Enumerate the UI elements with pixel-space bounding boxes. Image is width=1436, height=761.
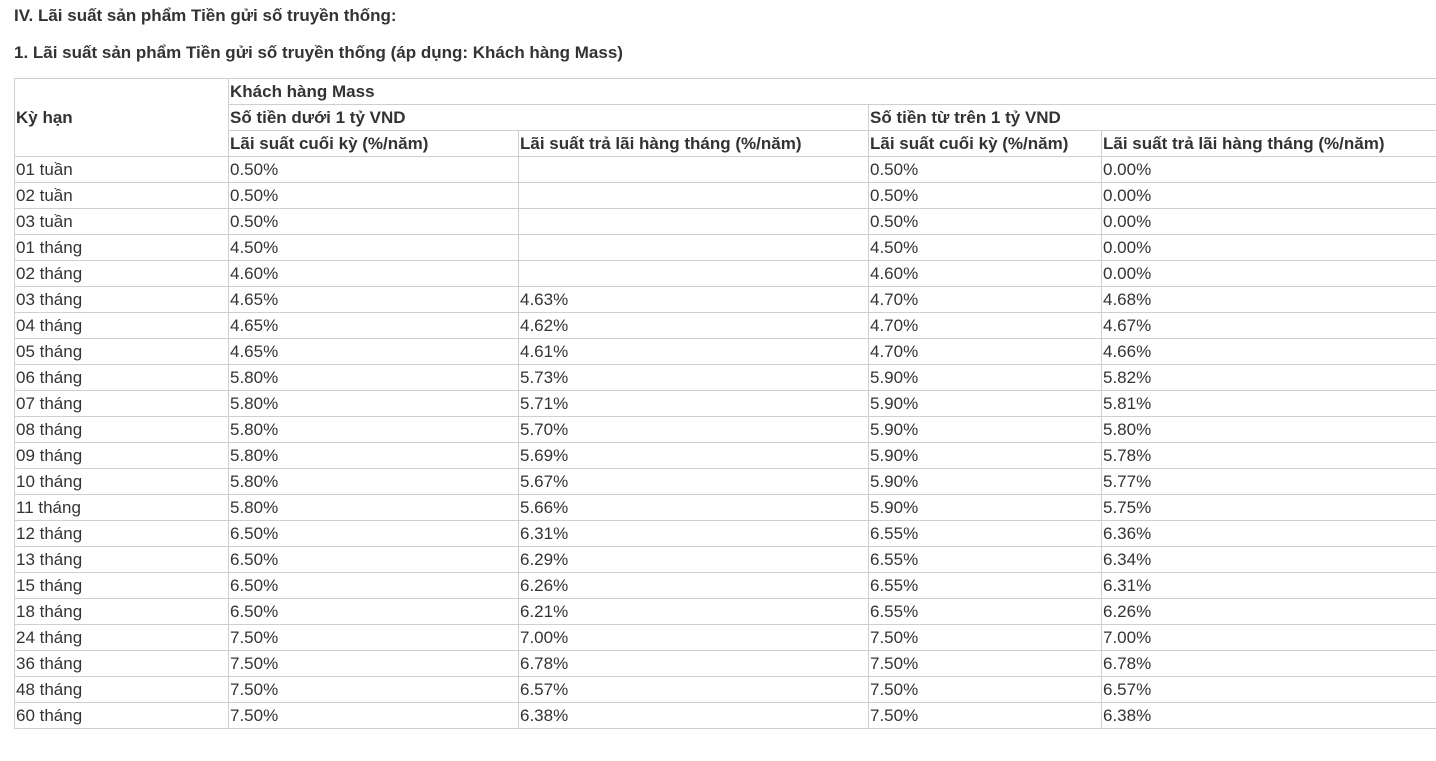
table-row xyxy=(15,547,1436,573)
term-cell: 60 tháng xyxy=(15,703,229,729)
over-monthly-rate-cell: 5.81% xyxy=(1102,391,1436,417)
under-end-term-rate-cell: 0.50% xyxy=(229,209,519,235)
term-cell: 03 tháng xyxy=(15,287,229,313)
under-monthly-rate-cell: 6.29% xyxy=(519,547,869,573)
under-end-term-rate-cell: 4.65% xyxy=(229,339,519,365)
under-end-term-rate-cell: 0.50% xyxy=(229,157,519,183)
over-end-term-rate-cell: 6.55% xyxy=(869,599,1102,625)
under-monthly-rate-cell: 6.21% xyxy=(519,599,869,625)
term-cell: 04 tháng xyxy=(15,313,229,339)
over-end-term-rate-cell: 7.50% xyxy=(869,677,1102,703)
over-monthly-rate-cell: 0.00% xyxy=(1102,157,1436,183)
under-monthly-rate-cell: 6.26% xyxy=(519,573,869,599)
over-monthly-rate-cell: 6.78% xyxy=(1102,651,1436,677)
under-end-term-rate-cell: 4.65% xyxy=(229,313,519,339)
term-cell: 02 tuần xyxy=(15,183,229,209)
under-monthly-rate-cell: 4.62% xyxy=(519,313,869,339)
under-monthly-rate-cell xyxy=(519,261,869,287)
over-monthly-rate-cell: 5.82% xyxy=(1102,365,1436,391)
term-cell: 01 tuần xyxy=(15,157,229,183)
under-end-term-rate-cell: 6.50% xyxy=(229,547,519,573)
over-end-term-rate-cell: 6.55% xyxy=(869,521,1102,547)
over-monthly-rate-cell: 0.00% xyxy=(1102,235,1436,261)
table-row xyxy=(15,209,1436,235)
under-end-term-rate-cell: 6.50% xyxy=(229,599,519,625)
table-row xyxy=(15,651,1436,677)
term-cell: 48 tháng xyxy=(15,677,229,703)
table-row xyxy=(15,313,1436,339)
table-row xyxy=(15,391,1436,417)
table-row xyxy=(15,365,1436,391)
under-end-term-rate-cell: 5.80% xyxy=(229,391,519,417)
under-monthly-rate-cell: 6.57% xyxy=(519,677,869,703)
under-monthly-rate-cell: 7.00% xyxy=(519,625,869,651)
table-row xyxy=(15,703,1436,729)
over-end-term-rate-cell: 4.60% xyxy=(869,261,1102,287)
over-end-term-rate-cell: 5.90% xyxy=(869,443,1102,469)
under-end-term-rate-cell: 5.80% xyxy=(229,365,519,391)
over-end-term-rate-cell: 0.50% xyxy=(869,157,1102,183)
table-row xyxy=(15,261,1436,287)
under-monthly-rate-cell: 6.38% xyxy=(519,703,869,729)
over-end-term-header: Lãi suất cuối kỳ (%/năm) xyxy=(869,131,1102,157)
under-end-term-rate-cell: 7.50% xyxy=(229,651,519,677)
table-row xyxy=(15,183,1436,209)
term-cell: 10 tháng xyxy=(15,469,229,495)
over-end-term-rate-cell: 4.70% xyxy=(869,313,1102,339)
term-cell: 13 tháng xyxy=(15,547,229,573)
customer-group-header: Khách hàng Mass xyxy=(229,79,1436,105)
under-monthly-rate-cell: 6.78% xyxy=(519,651,869,677)
over-monthly-rate-cell: 5.77% xyxy=(1102,469,1436,495)
under-end-term-rate-cell: 7.50% xyxy=(229,677,519,703)
under-end-term-rate-cell: 5.80% xyxy=(229,469,519,495)
under-monthly-header: Lãi suất trả lãi hàng tháng (%/năm) xyxy=(519,131,869,157)
over-monthly-rate-cell: 5.75% xyxy=(1102,495,1436,521)
over-monthly-rate-cell: 5.80% xyxy=(1102,417,1436,443)
under-end-term-rate-cell: 5.80% xyxy=(229,443,519,469)
header-row-customer-group xyxy=(15,79,1436,105)
over-monthly-rate-cell: 4.67% xyxy=(1102,313,1436,339)
table-row xyxy=(15,677,1436,703)
under-monthly-rate-cell xyxy=(519,157,869,183)
interest-rate-table-body xyxy=(15,79,1436,729)
under-end-term-rate-cell: 7.50% xyxy=(229,703,519,729)
over-monthly-header: Lãi suất trả lãi hàng tháng (%/năm) xyxy=(1102,131,1436,157)
over-monthly-rate-cell: 6.34% xyxy=(1102,547,1436,573)
header-row-rate-type xyxy=(15,131,1436,157)
over-end-term-rate-cell: 4.70% xyxy=(869,339,1102,365)
over-monthly-rate-cell: 7.00% xyxy=(1102,625,1436,651)
table-row xyxy=(15,417,1436,443)
table-row xyxy=(15,469,1436,495)
table-row xyxy=(15,287,1436,313)
under-monthly-rate-cell xyxy=(519,209,869,235)
term-cell: 08 tháng xyxy=(15,417,229,443)
over-end-term-rate-cell: 5.90% xyxy=(869,417,1102,443)
over-monthly-rate-cell: 6.26% xyxy=(1102,599,1436,625)
term-header: Kỳ hạn xyxy=(15,79,229,157)
over-end-term-rate-cell: 5.90% xyxy=(869,391,1102,417)
term-cell: 05 tháng xyxy=(15,339,229,365)
under-monthly-rate-cell: 5.66% xyxy=(519,495,869,521)
table-row xyxy=(15,157,1436,183)
table-row xyxy=(15,443,1436,469)
under-end-term-rate-cell: 4.50% xyxy=(229,235,519,261)
over-monthly-rate-cell: 6.36% xyxy=(1102,521,1436,547)
term-cell: 03 tuần xyxy=(15,209,229,235)
over-monthly-rate-cell: 4.68% xyxy=(1102,287,1436,313)
under-end-term-rate-cell: 0.50% xyxy=(229,183,519,209)
table-row xyxy=(15,339,1436,365)
under-end-term-rate-cell: 6.50% xyxy=(229,521,519,547)
term-cell: 11 tháng xyxy=(15,495,229,521)
table-row xyxy=(15,235,1436,261)
term-cell: 12 tháng xyxy=(15,521,229,547)
table-row xyxy=(15,521,1436,547)
over-monthly-rate-cell: 5.78% xyxy=(1102,443,1436,469)
under-monthly-rate-cell: 6.31% xyxy=(519,521,869,547)
under-monthly-rate-cell: 5.69% xyxy=(519,443,869,469)
under-monthly-rate-cell: 5.71% xyxy=(519,391,869,417)
term-cell: 02 tháng xyxy=(15,261,229,287)
interest-rate-table xyxy=(14,78,1436,729)
term-cell: 07 tháng xyxy=(15,391,229,417)
table-row xyxy=(15,495,1436,521)
over-monthly-rate-cell: 0.00% xyxy=(1102,261,1436,287)
over-end-term-rate-cell: 5.90% xyxy=(869,469,1102,495)
table-row xyxy=(15,599,1436,625)
term-cell: 06 tháng xyxy=(15,365,229,391)
over-end-term-rate-cell: 6.55% xyxy=(869,573,1102,599)
over-monthly-rate-cell: 6.31% xyxy=(1102,573,1436,599)
under-end-term-rate-cell: 6.50% xyxy=(229,573,519,599)
over-monthly-rate-cell: 6.57% xyxy=(1102,677,1436,703)
under-monthly-rate-cell: 5.73% xyxy=(519,365,869,391)
term-cell: 18 tháng xyxy=(15,599,229,625)
over-end-term-rate-cell: 7.50% xyxy=(869,651,1102,677)
table-row xyxy=(15,625,1436,651)
term-cell: 09 tháng xyxy=(15,443,229,469)
term-cell: 24 tháng xyxy=(15,625,229,651)
over-end-term-rate-cell: 4.50% xyxy=(869,235,1102,261)
over-end-term-rate-cell: 0.50% xyxy=(869,209,1102,235)
under-monthly-rate-cell: 4.63% xyxy=(519,287,869,313)
under-monthly-rate-cell: 4.61% xyxy=(519,339,869,365)
over-end-term-rate-cell: 5.90% xyxy=(869,365,1102,391)
subsection-heading: 1. Lãi suất sản phẩm Tiền gửi số truyền thống (áp dụng: Khách hàng Mass) xyxy=(14,43,623,62)
over-end-term-rate-cell: 0.50% xyxy=(869,183,1102,209)
over-monthly-rate-cell: 4.66% xyxy=(1102,339,1436,365)
over-end-term-rate-cell: 6.55% xyxy=(869,547,1102,573)
term-cell: 01 tháng xyxy=(15,235,229,261)
under-monthly-rate-cell: 5.70% xyxy=(519,417,869,443)
over-end-term-rate-cell: 4.70% xyxy=(869,287,1102,313)
under-end-term-rate-cell: 7.50% xyxy=(229,625,519,651)
under-monthly-rate-cell xyxy=(519,183,869,209)
table-row xyxy=(15,573,1436,599)
under-end-term-rate-cell: 4.60% xyxy=(229,261,519,287)
section-heading: IV. Lãi suất sản phẩm Tiền gửi số truyền thống: xyxy=(14,6,397,25)
under-end-term-rate-cell: 5.80% xyxy=(229,495,519,521)
term-cell: 15 tháng xyxy=(15,573,229,599)
under-end-term-header: Lãi suất cuối kỳ (%/năm) xyxy=(229,131,519,157)
over-monthly-rate-cell: 0.00% xyxy=(1102,183,1436,209)
over-monthly-rate-cell: 0.00% xyxy=(1102,209,1436,235)
over-end-term-rate-cell: 7.50% xyxy=(869,703,1102,729)
under-monthly-rate-cell xyxy=(519,235,869,261)
under-end-term-rate-cell: 5.80% xyxy=(229,417,519,443)
header-row-amount-tier xyxy=(15,105,1436,131)
tier-over-header: Số tiền từ trên 1 tỷ VND xyxy=(869,105,1436,131)
over-end-term-rate-cell: 7.50% xyxy=(869,625,1102,651)
over-monthly-rate-cell: 6.38% xyxy=(1102,703,1436,729)
term-cell: 36 tháng xyxy=(15,651,229,677)
over-end-term-rate-cell: 5.90% xyxy=(869,495,1102,521)
tier-under-header: Số tiền dưới 1 tỷ VND xyxy=(229,105,869,131)
under-end-term-rate-cell: 4.65% xyxy=(229,287,519,313)
under-monthly-rate-cell: 5.67% xyxy=(519,469,869,495)
